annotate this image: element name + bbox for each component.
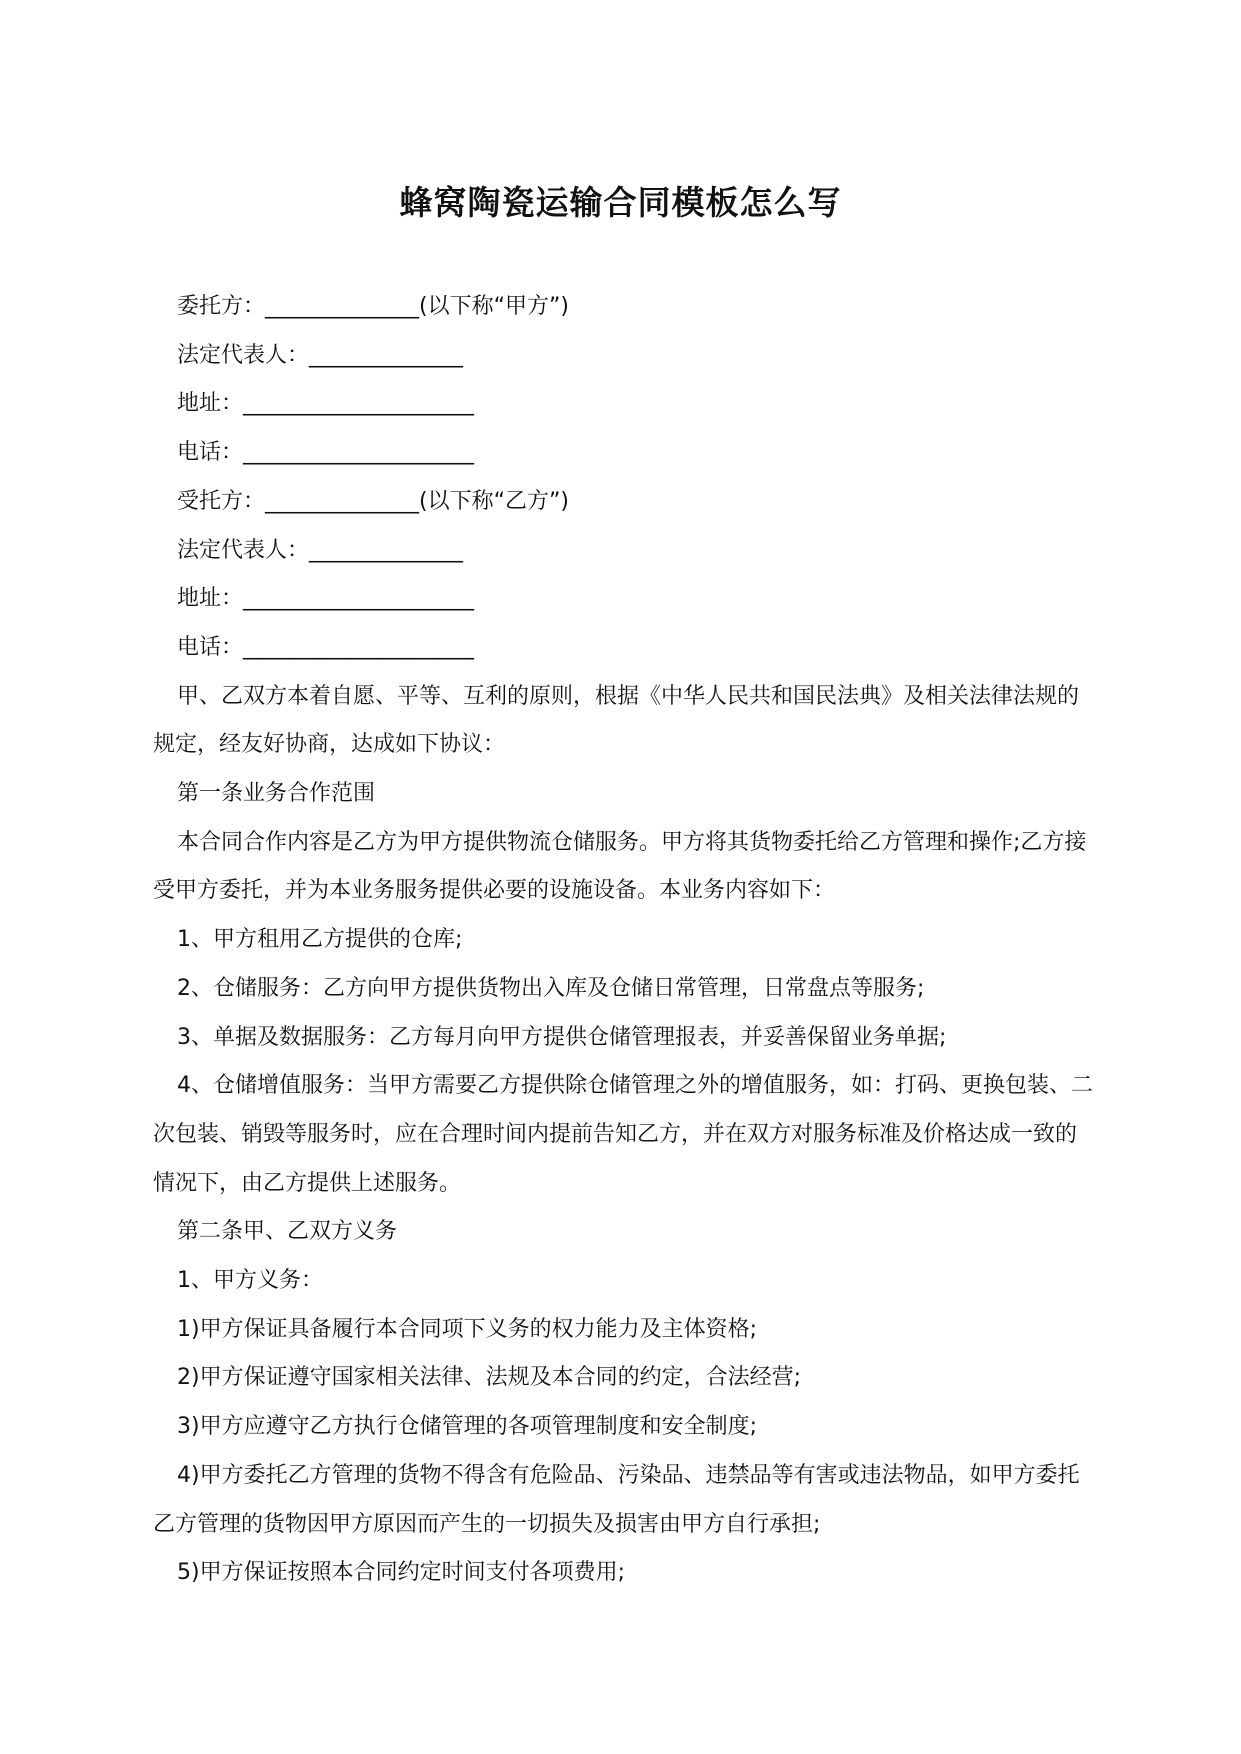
article-1-item-1: 1、甲方租用乙方提供的仓库; xyxy=(177,927,463,953)
trustee-phone-line: 电话：_____________________ xyxy=(177,634,475,660)
article-1-item-4: 4、仓储增值服务：当甲方需要乙方提供除仓储管理之外的增值服务，如：打码、更换包装、二次包装、销毁等服务时，应在合理时间内提前告知乙方，并在双方对服务标准及价格达成一致的情况下，由乙方提供上述服务。 xyxy=(153,1073,1094,1196)
document-title: 蜂窝陶瓷运输合同模板怎么写 xyxy=(399,183,842,223)
client-legal-rep-line: 法定代表人：______________ xyxy=(177,342,464,368)
trustee-address-line: 地址：_____________________ xyxy=(177,586,475,612)
party-a-obligation-5: 5)甲方保证按照本合同约定时间支付各项费用; xyxy=(177,1560,625,1586)
party-a-obligations-heading: 1、甲方义务： xyxy=(177,1268,323,1294)
party-a-obligation-2: 2)甲方保证遵守国家相关法律、法规及本合同的约定，合法经营; xyxy=(177,1365,801,1391)
client-party-line: 委托方：______________(以下称“甲方”) xyxy=(177,294,569,319)
preamble-paragraph: 甲、乙双方本着自愿、平等、互利的原则，根据《中华人民共和国民法典》及相关法律法规的规定，经友好协商，达成如下协议： xyxy=(153,683,1080,758)
article-1-item-3: 3、单据及数据服务：乙方每月向甲方提供仓储管理报表，并妥善保留业务单据; xyxy=(177,1024,947,1050)
trustee-legal-rep-line: 法定代表人：______________ xyxy=(177,537,464,563)
party-a-obligation-1: 1)甲方保证具备履行本合同项下义务的权力能力及主体资格; xyxy=(177,1316,757,1342)
party-a-obligation-4: 4)甲方委托乙方管理的货物不得含有危险品、污染品、违禁品等有害或违法物品，如甲方委托乙方管理的货物因甲方原因而产生的一切损失及损害由甲方自行承担; xyxy=(153,1462,1080,1537)
document-body xyxy=(153,283,1095,1598)
party-a-obligation-3: 3)甲方应遵守乙方执行仓储管理的各项管理制度和安全制度; xyxy=(177,1414,757,1440)
trustee-party-line: 受托方：______________(以下称“乙方”) xyxy=(177,488,569,514)
client-address-line: 地址：_____________________ xyxy=(177,391,475,417)
article-1-paragraph: 本合同合作内容是乙方为甲方提供物流仓储服务。甲方将其货物委托给乙方管理和操作;乙方接受甲方委托，并为本业务服务提供必要的设施设备。本业务内容如下： xyxy=(153,829,1087,904)
client-phone-line: 电话：_____________________ xyxy=(177,440,475,466)
article-2-heading: 第二条甲、乙双方义务 xyxy=(177,1219,398,1245)
article-1-item-2: 2、仓储服务：乙方向甲方提供货物出入库及仓储日常管理，日常盘点等服务; xyxy=(177,975,925,1001)
article-1-heading: 第一条业务合作范围 xyxy=(177,781,376,807)
